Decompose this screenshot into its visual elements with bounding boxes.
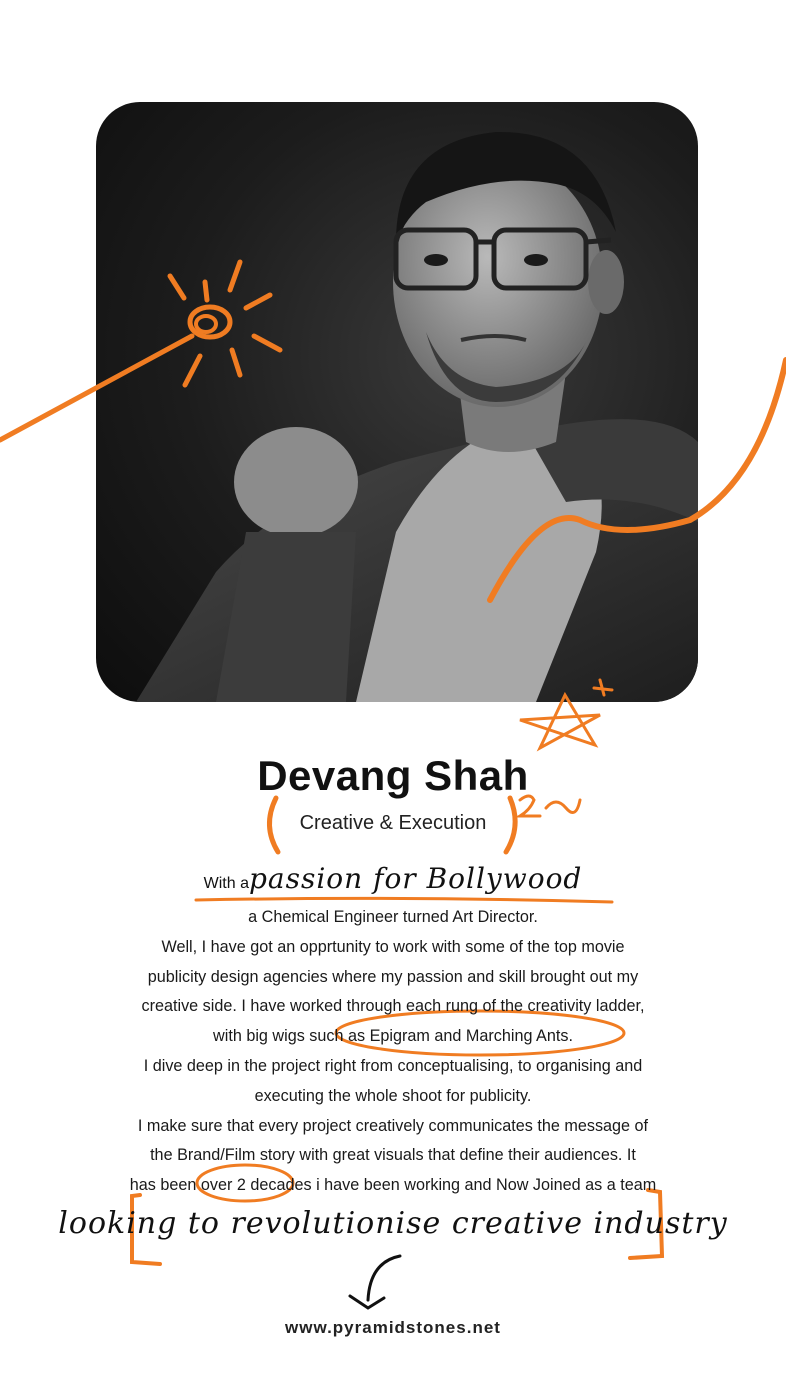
bio-line: executing the whole shoot for publicity. (254, 1086, 532, 1105)
website-link[interactable]: www.pyramidstones.net (285, 1318, 501, 1337)
tagline (0, 862, 786, 895)
tagline-script: passion for Bollywood (248, 862, 583, 895)
bio-line: creative side. I have worked through each rung of the creativity ladder, (141, 997, 645, 1016)
person-name: Devang Shah (257, 752, 529, 799)
bio-text (90, 903, 696, 1201)
person-role: Creative & Execution (299, 812, 487, 834)
portrait-photo (96, 102, 698, 702)
bio-line: I dive deep in the project right from conceptualising, to organising and (143, 1056, 643, 1075)
closing-statement: looking to revolutionise creative industry (58, 1206, 728, 1241)
bio-line: I make sure that every project creatively communicates the message of (137, 1116, 649, 1135)
bio-line: Well, I have got an opprtunity to work with some of the top movie (161, 937, 625, 956)
bio-line: with big wigs such as Epigram and Marching Ants. (213, 1027, 573, 1046)
bio-line: publicity design agencies where my passion and skill brought out my (147, 967, 639, 986)
passion-underline (196, 898, 612, 902)
bio-line: a Chemical Engineer turned Art Director. (248, 908, 538, 926)
bio-line: has been over 2 decades i have been working and Now Joined as a team (129, 1176, 657, 1195)
bio-line: the Brand/Film story with great visuals that define their audiences. It (150, 1146, 636, 1165)
tagline-prefix: With a (203, 875, 249, 892)
down-arrow-icon (350, 1256, 400, 1308)
star-doodle-icon (520, 695, 600, 748)
